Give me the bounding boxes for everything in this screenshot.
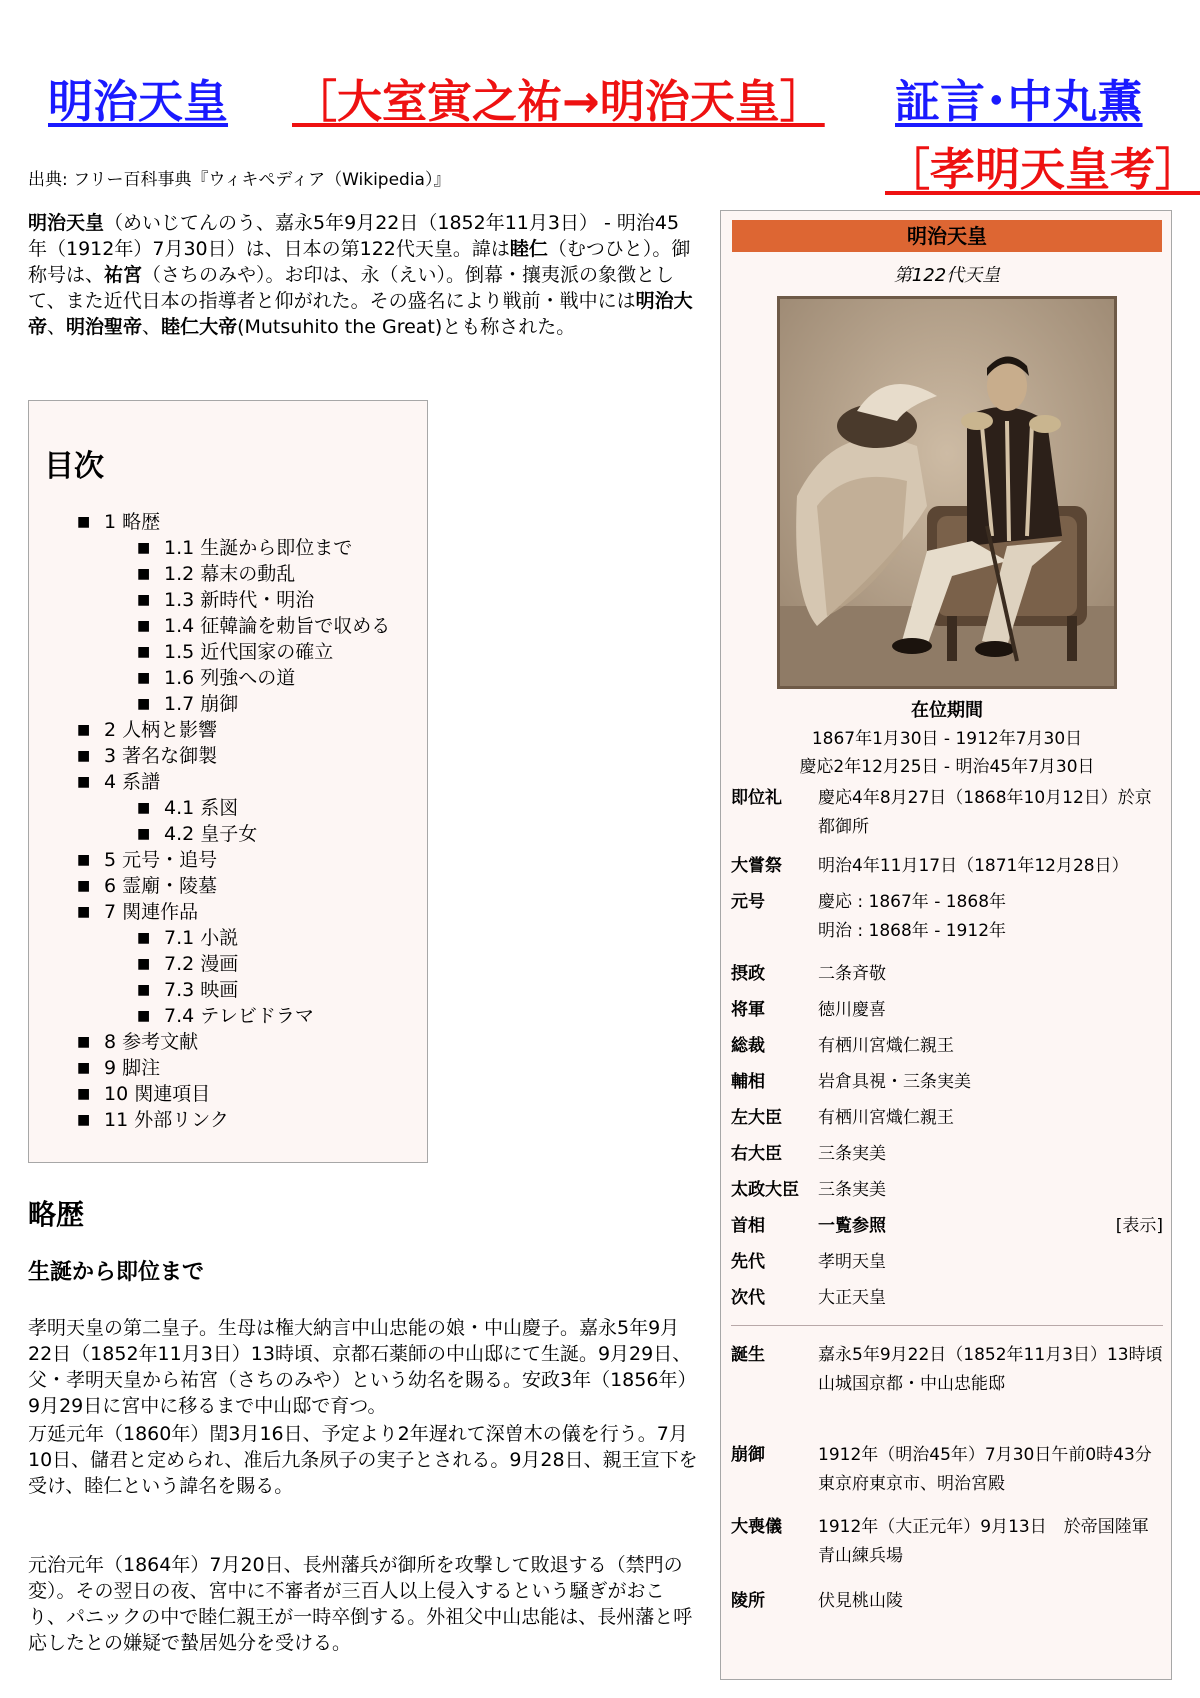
bullet-icon: ■ bbox=[77, 1060, 91, 1076]
body-paragraph: 元治元年（1864年）7月20日、長州藩兵が御所を攻撃して敗退する（禁門の変）。その翌日の夜、宮中に不審者が三百人以上侵入するという騒ぎがおこり、パニックの中で睦仁親王が一時卒倒する。外祖父中山忠能は、長州藩と呼応したとの嫌疑で蟄居処分を受ける。 bbox=[28, 1554, 693, 1654]
lead-text: (Mutsuhito the Great)とも称された。 bbox=[237, 316, 576, 338]
toc-item-label[interactable]: 1.2 幕末の動乱 bbox=[164, 563, 296, 585]
toc-item-label[interactable]: 4.2 皇子女 bbox=[164, 823, 258, 845]
row-value: 岩倉具視・三条実美 bbox=[818, 1072, 971, 1092]
toc-item[interactable] bbox=[29, 1055, 429, 1081]
title-link-meiji[interactable]: 明治天皇 bbox=[48, 75, 229, 128]
lead-alias-1: 明治大帝 bbox=[28, 290, 693, 338]
source-line: 出典: フリー百科事典『ウィキペディア（Wikipedia）』 bbox=[28, 170, 451, 190]
toc-item-label[interactable]: 4.1 系図 bbox=[164, 797, 239, 819]
row-value: 三条実美 bbox=[818, 1144, 886, 1164]
row-label: 大嘗祭 bbox=[731, 856, 782, 876]
toc-item[interactable] bbox=[29, 977, 429, 1003]
bullet-icon: ■ bbox=[137, 540, 151, 556]
toc-title: 目次 bbox=[44, 449, 104, 484]
row-label: 誕生 bbox=[731, 1345, 765, 1365]
toc-item[interactable] bbox=[29, 951, 429, 977]
toc-item-label[interactable]: 1.3 新時代・明治 bbox=[164, 589, 315, 611]
gengo-meiji: 明治 : 1868年 - 1912年 bbox=[818, 921, 1007, 941]
reign-dates-japanese: 慶応2年12月25日 - 明治45年7月30日 bbox=[799, 757, 1095, 777]
toc-item[interactable] bbox=[29, 561, 429, 587]
section-heading: 略歴 bbox=[28, 1198, 85, 1231]
row-label: 太政大臣 bbox=[731, 1180, 799, 1200]
successor-link[interactable]: 大正天皇 bbox=[818, 1288, 886, 1308]
toc-item-label[interactable]: 11 外部リンク bbox=[104, 1109, 229, 1131]
toc-item[interactable] bbox=[29, 1003, 429, 1029]
row-label: 首相 bbox=[731, 1216, 765, 1236]
gengo-keio: 慶応 : 1867年 - 1868年 bbox=[818, 892, 1007, 912]
toc-item-label[interactable]: 10 関連項目 bbox=[104, 1083, 211, 1105]
birth-place: 山城国京都・中山忠能邸 bbox=[818, 1374, 1005, 1394]
toc-item[interactable] bbox=[29, 847, 429, 873]
toc-item[interactable] bbox=[29, 1081, 429, 1107]
row-value: 明治4年11月17日（1871年12月28日） bbox=[818, 856, 1129, 876]
title-link-omuro[interactable]: ［大室寅之祐→明治天皇］ bbox=[292, 75, 825, 128]
lead-text: （さちのみや）。お印は、永（えい）。倒幕・攘夷派の象徴として、また近代日本の指導者と仰がれた。その盛名により戦前・戦中には bbox=[28, 264, 675, 312]
subsection-heading: 生誕から即位まで bbox=[28, 1260, 205, 1285]
toc-item-label[interactable]: 9 脚注 bbox=[104, 1057, 161, 1079]
toc-item[interactable] bbox=[29, 717, 429, 743]
row-value bbox=[818, 888, 1163, 946]
row-label: 次代 bbox=[731, 1288, 765, 1308]
toc-item-label[interactable]: 1 略歴 bbox=[104, 511, 161, 533]
reign-label: 在位期間 bbox=[911, 700, 983, 721]
title-link-testimony[interactable]: 証言･中丸薫 bbox=[895, 75, 1143, 128]
toc-item-label[interactable]: 1.1 生誕から即位まで bbox=[164, 537, 353, 559]
predecessor-link[interactable]: 孝明天皇 bbox=[818, 1252, 886, 1272]
bullet-icon: ■ bbox=[137, 956, 151, 972]
row-value: 有栖川宮熾仁親王 bbox=[818, 1108, 954, 1128]
toc-item[interactable] bbox=[29, 587, 429, 613]
toc-item[interactable] bbox=[29, 925, 429, 951]
toc-item-label[interactable]: 1.4 征韓論を勅旨で収める bbox=[164, 615, 391, 637]
toc-item[interactable] bbox=[29, 639, 429, 665]
infobox-divider bbox=[731, 1325, 1163, 1326]
title-link-komei[interactable]: ［孝明天皇考］ bbox=[885, 143, 1200, 196]
row-label: 総裁 bbox=[731, 1036, 765, 1056]
row-value: 1912年（大正元年）9月13日 於帝国陸軍青山練兵場 bbox=[818, 1517, 1149, 1566]
row-label: 将軍 bbox=[731, 1000, 765, 1020]
bullet-icon: ■ bbox=[77, 852, 91, 868]
row-value bbox=[818, 1212, 1163, 1241]
bullet-icon: ■ bbox=[77, 514, 91, 530]
row-value bbox=[818, 1341, 1163, 1399]
row-value bbox=[818, 1441, 1163, 1499]
lead-text: 、 bbox=[47, 316, 67, 338]
row-value: 三条実美 bbox=[818, 1180, 886, 1200]
table-of-contents bbox=[28, 400, 428, 1163]
bullet-icon: ■ bbox=[137, 670, 151, 686]
lead-alias-2: 明治聖帝 bbox=[66, 316, 143, 338]
bullet-icon: ■ bbox=[77, 722, 91, 738]
row-label: 陵所 bbox=[731, 1591, 765, 1611]
toc-item[interactable] bbox=[29, 509, 429, 535]
toc-item-label[interactable]: 8 参考文献 bbox=[104, 1031, 199, 1053]
toc-item-label[interactable]: 3 著名な御製 bbox=[104, 745, 218, 767]
row-value: 伏見桃山陵 bbox=[818, 1591, 903, 1611]
lead-alias-3: 睦仁大帝 bbox=[161, 316, 238, 338]
toc-item[interactable] bbox=[29, 821, 429, 847]
bullet-icon: ■ bbox=[137, 644, 151, 660]
bullet-icon: ■ bbox=[137, 800, 151, 816]
title-bar bbox=[0, 72, 1200, 132]
bullet-icon: ■ bbox=[137, 1008, 151, 1024]
birth-date: 嘉永5年9月22日（1852年11月3日）13時頃 bbox=[818, 1345, 1163, 1365]
toc-item-label[interactable]: 1.6 列強への道 bbox=[164, 667, 296, 689]
bullet-icon: ■ bbox=[77, 1112, 91, 1128]
death-place: 東京府東京市、明治宮殿 bbox=[818, 1474, 1005, 1494]
bullet-icon: ■ bbox=[137, 566, 151, 582]
toc-item-label[interactable]: 4 系譜 bbox=[104, 771, 161, 793]
row-label: 元号 bbox=[731, 892, 765, 912]
row-value: 慶応4年8月27日（1868年10月12日）於京都御所 bbox=[818, 788, 1152, 837]
toc-item-label[interactable]: 1.5 近代国家の確立 bbox=[164, 641, 334, 663]
toc-item-label[interactable]: 2 人柄と影響 bbox=[104, 719, 218, 741]
toc-item-label[interactable]: 7.3 映画 bbox=[164, 979, 239, 1001]
infobox bbox=[720, 210, 1172, 1680]
toc-item-label[interactable]: 7.2 漫画 bbox=[164, 953, 239, 975]
toc-item-label[interactable]: 6 霊廟・陵墓 bbox=[104, 875, 218, 897]
toc-item[interactable] bbox=[29, 795, 429, 821]
toc-item[interactable] bbox=[29, 613, 429, 639]
toc-item[interactable] bbox=[29, 1107, 429, 1133]
row-value: 徳川慶喜 bbox=[818, 1000, 886, 1020]
row-label: 先代 bbox=[731, 1252, 765, 1272]
lead-name: 明治天皇 bbox=[28, 212, 105, 234]
bullet-icon: ■ bbox=[77, 904, 91, 920]
bullet-icon: ■ bbox=[137, 696, 151, 712]
death-date: 1912年（明治45年）7月30日午前0時43分 bbox=[818, 1445, 1152, 1465]
bullet-icon: ■ bbox=[77, 774, 91, 790]
toc-item[interactable] bbox=[29, 665, 429, 691]
lead-paragraph bbox=[28, 210, 698, 340]
row-value: 二条斉敬 bbox=[818, 964, 886, 984]
row-label: 左大臣 bbox=[731, 1108, 782, 1128]
portrait-photo bbox=[777, 296, 1117, 689]
toc-list bbox=[29, 509, 429, 1133]
infobox-header: 明治天皇 bbox=[732, 220, 1162, 252]
bullet-icon: ■ bbox=[137, 618, 151, 634]
lead-text: 、 bbox=[142, 316, 162, 338]
toc-item[interactable] bbox=[29, 743, 429, 769]
toc-item[interactable] bbox=[29, 535, 429, 561]
bullet-icon: ■ bbox=[137, 982, 151, 998]
bullet-icon: ■ bbox=[137, 592, 151, 608]
row-label: 右大臣 bbox=[731, 1144, 782, 1164]
toc-item[interactable] bbox=[29, 873, 429, 899]
toc-item[interactable] bbox=[29, 691, 429, 717]
row-label: 大喪儀 bbox=[731, 1517, 782, 1537]
toc-item-label[interactable]: 7.1 小説 bbox=[164, 927, 239, 949]
bullet-icon: ■ bbox=[137, 930, 151, 946]
lead-imina: 睦仁 bbox=[509, 238, 548, 260]
body-paragraph: 孝明天皇の第二皇子。生母は権大納言中山忠能の娘・中山慶子。嘉永5年9月22日（1852年11月3日）13時頃、京都石薬師の中山邸にて生誕。9月29日、父・孝明天皇から祐宮（さちのみや）という幼名を賜る。安政3年（1856年）9月29日に宮中に移るまで中山邸で育つ。 bbox=[28, 1317, 697, 1417]
bullet-icon: ■ bbox=[77, 1034, 91, 1050]
toc-item-label[interactable]: 5 元号・追号 bbox=[104, 849, 218, 871]
row-label: 輔相 bbox=[731, 1072, 765, 1092]
reign-dates-western: 1867年1月30日 - 1912年7月30日 bbox=[811, 729, 1083, 749]
row-label: 即位礼 bbox=[731, 788, 782, 808]
show-toggle-button[interactable]: [表示] bbox=[1115, 1216, 1163, 1236]
toc-item[interactable] bbox=[29, 899, 429, 925]
toc-item-label[interactable]: 7 関連作品 bbox=[104, 901, 199, 923]
bullet-icon: ■ bbox=[77, 748, 91, 764]
lead-text: （めいじてんのう、嘉永5年9月22日（1852年11月3日） - 明治45年（1912年）7月30日）は、日本の第122代天皇。諱は bbox=[28, 212, 680, 260]
shusho-list-label: 一覧参照 bbox=[818, 1216, 886, 1236]
row-value: 有栖川宮熾仁親王 bbox=[818, 1036, 954, 1056]
body-paragraph: 万延元年（1860年）閏3月16日、予定より2年遅れて深曽木の儀を行う。7月10日、儲君と定められ、准后九条夙子の実子とされる。9月28日、親王宣下を受け、睦仁という諱名を賜る。 bbox=[28, 1423, 698, 1497]
toc-item[interactable] bbox=[29, 1029, 429, 1055]
infobox-subtitle: 第122代天皇 bbox=[893, 265, 1001, 286]
toc-item-label[interactable]: 7.4 テレビドラマ bbox=[164, 1005, 314, 1027]
bullet-icon: ■ bbox=[77, 878, 91, 894]
bullet-icon: ■ bbox=[77, 1086, 91, 1102]
row-label: 崩御 bbox=[731, 1445, 765, 1465]
row-label: 摂政 bbox=[731, 964, 765, 984]
bullet-icon: ■ bbox=[137, 826, 151, 842]
lead-title: 祐宮 bbox=[104, 264, 143, 286]
lead-text: （むつひと）。御称号は、 bbox=[28, 238, 691, 286]
toc-item[interactable] bbox=[29, 769, 429, 795]
toc-item-label[interactable]: 1.7 崩御 bbox=[164, 693, 239, 715]
